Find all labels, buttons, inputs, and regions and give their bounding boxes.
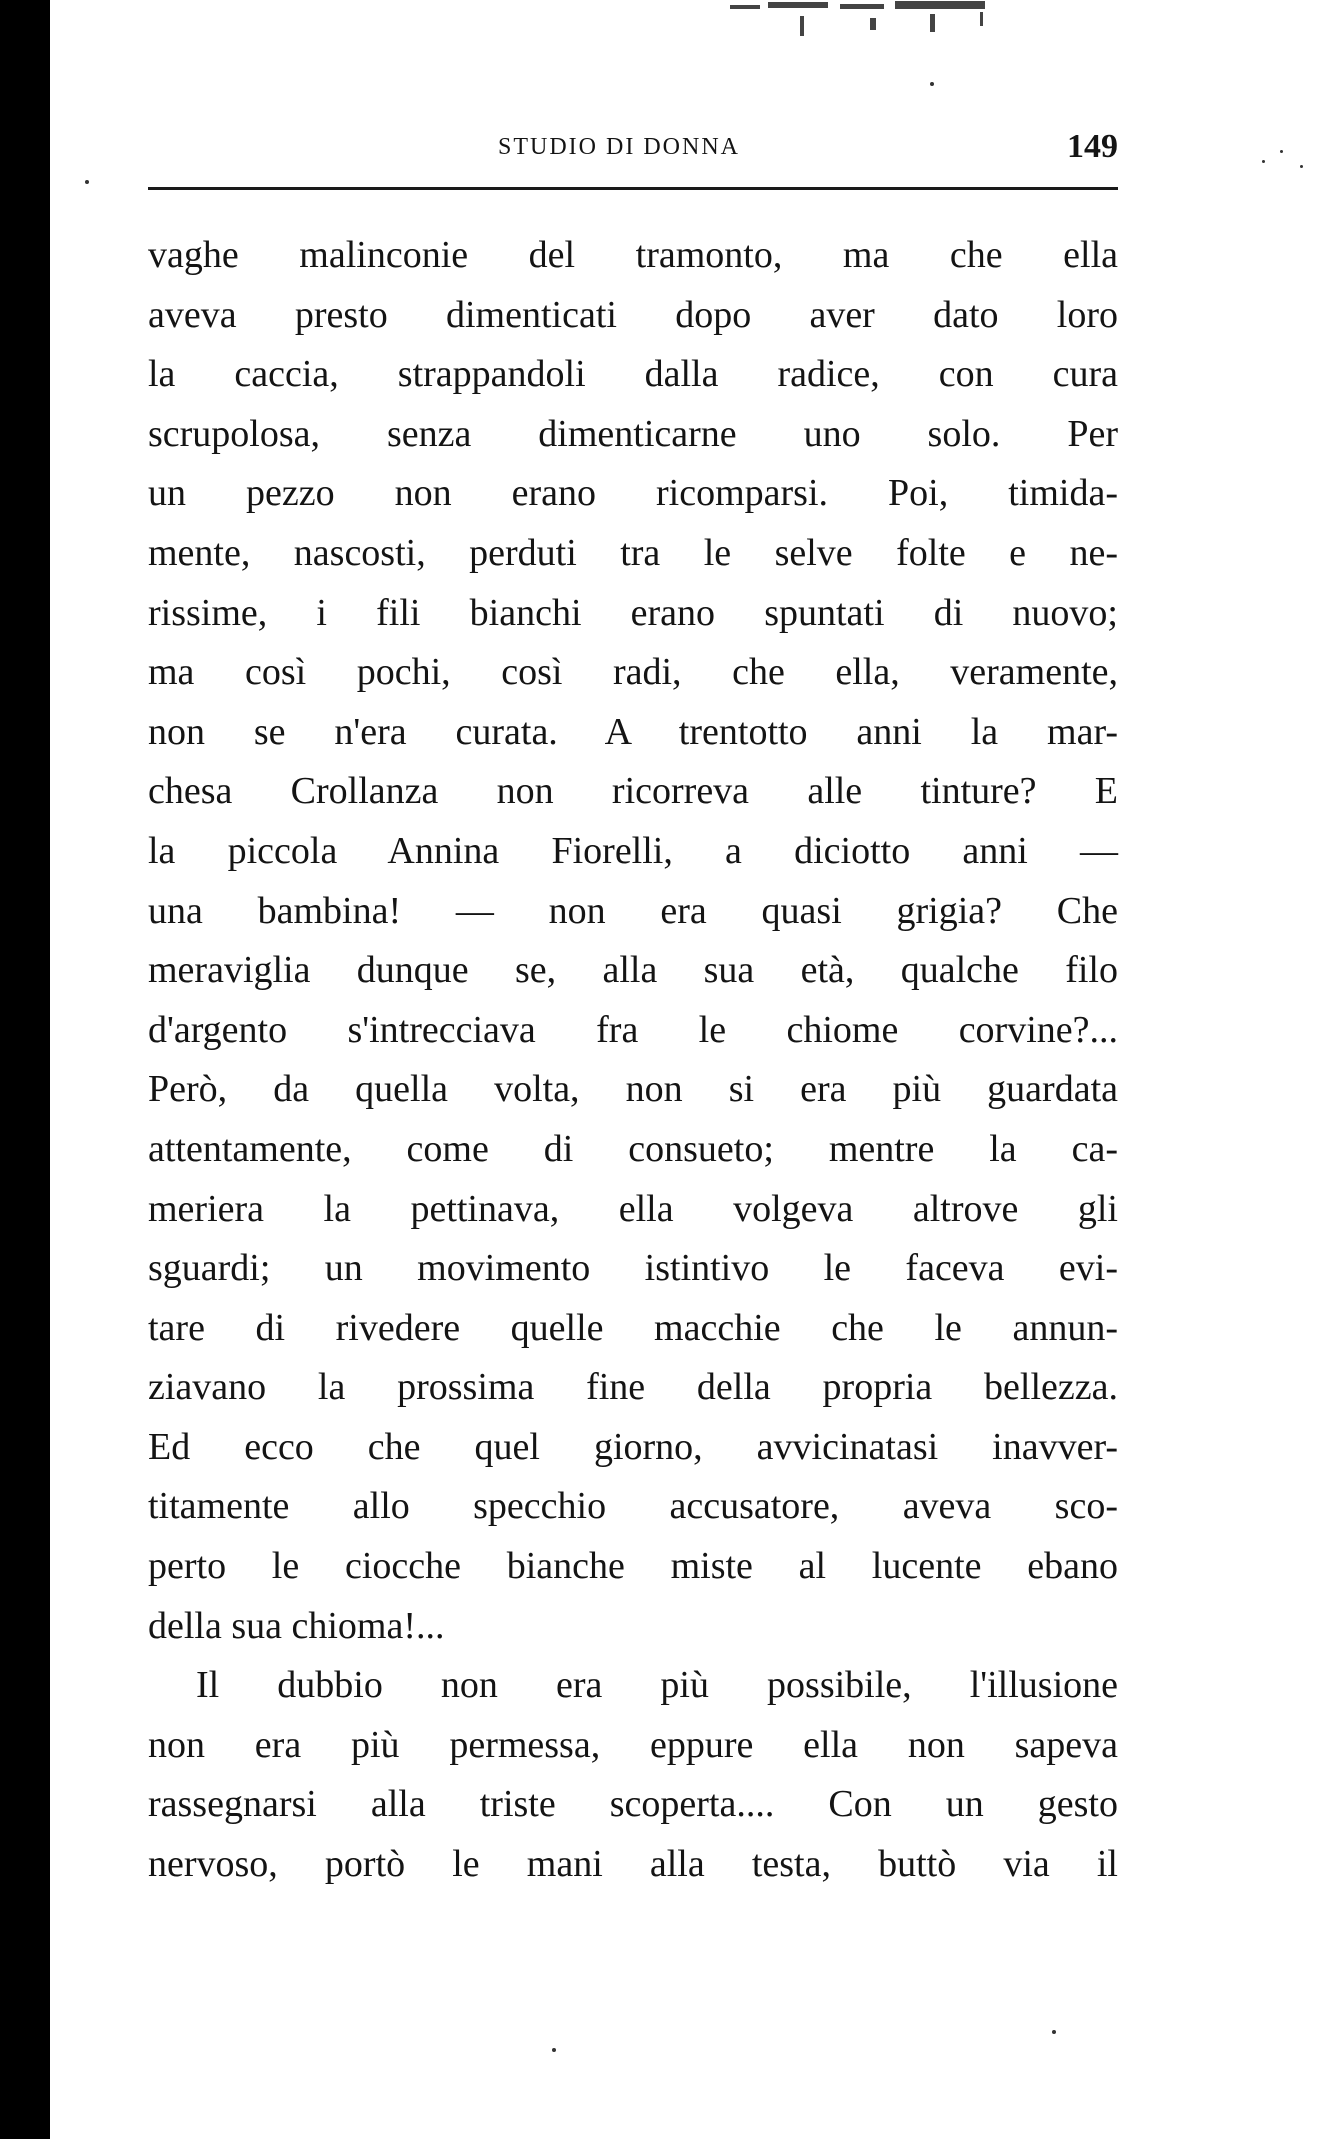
running-head — [148, 128, 1118, 168]
text-line: la piccola Annina Fiorelli, a diciotto anni — — [148, 829, 1118, 872]
text-line: Ed ecco che quel giorno, avvicinatasi inavver- — [148, 1425, 1118, 1468]
running-title: STUDIO DI DONNA — [498, 134, 740, 160]
header-rule — [148, 187, 1118, 190]
text-line: attentamente, come di consueto; mentre la ca- — [148, 1127, 1118, 1170]
speck — [552, 2048, 556, 2052]
text-line: rissime, i fili bianchi erano spuntati di nuovo; — [148, 591, 1118, 634]
speck — [85, 180, 89, 184]
text-line: vaghe malinconie del tramonto, ma che ella — [148, 234, 1118, 276]
text-line: tare di rivedere quelle macchie che le annun- — [148, 1306, 1118, 1349]
speck — [930, 82, 934, 86]
text-line: scrupolosa, senza dimenticarne uno solo. Per — [148, 412, 1118, 455]
text-line: rassegnarsi alla triste scoperta.... Con un gesto — [148, 1783, 1118, 1826]
text-line: Il dubbio non era più possibile, l'illusione — [196, 1664, 1118, 1707]
speck — [1300, 165, 1303, 168]
text-line: aveva presto dimenticati dopo aver dato loro — [148, 293, 1118, 336]
body-text — [148, 226, 1118, 1895]
text-line: non se n'era curata. A trentotto anni la mar- — [148, 710, 1118, 753]
text-line: meriera la pettinava, ella volgeva altrove gli — [148, 1187, 1118, 1230]
text-line: un pezzo non erano ricomparsi. Poi, timida- — [148, 472, 1118, 515]
text-line: titamente allo specchio accusatore, aveva sco- — [148, 1485, 1118, 1528]
text-line: ziavano la prossima fine della propria bellezza. — [148, 1366, 1118, 1409]
text-line: sguardi; un movimento istintivo le faceva evi- — [148, 1247, 1118, 1290]
text-line: non era più permessa, eppure ella non sapeva — [148, 1723, 1118, 1766]
speck — [1052, 2030, 1056, 2034]
text-line: perto le ciocche bianche miste al lucente ebano — [148, 1545, 1118, 1588]
text-line: Però, da quella volta, non si era più guardata — [148, 1068, 1118, 1111]
text-line: una bambina! — non era quasi grigia? Che — [148, 889, 1118, 932]
scan-noise-mark — [720, 0, 1140, 50]
paragraph — [148, 1656, 1118, 1894]
page-number: 149 — [1067, 128, 1118, 165]
text-line: ma così pochi, così radi, che ella, veramente, — [148, 651, 1118, 694]
paragraph — [148, 226, 1118, 1656]
text-line: della sua chioma!... — [148, 1604, 445, 1647]
text-line: nervoso, portò le mani alla testa, buttò via il — [148, 1843, 1118, 1886]
speck — [1280, 150, 1283, 153]
speck — [1262, 160, 1265, 163]
text-line: d'argento s'intrecciava fra le chiome corvine?... — [148, 1008, 1118, 1051]
text-line: la caccia, strappandoli dalla radice, con cura — [148, 353, 1118, 396]
text-line: meraviglia dunque se, alla sua età, qualche filo — [148, 949, 1118, 992]
text-line: chesa Crollanza non ricorreva alle tinture? E — [148, 770, 1118, 813]
text-line: mente, nascosti, perduti tra le selve folte e ne- — [148, 531, 1118, 574]
scan-edge-bar — [0, 0, 50, 2139]
